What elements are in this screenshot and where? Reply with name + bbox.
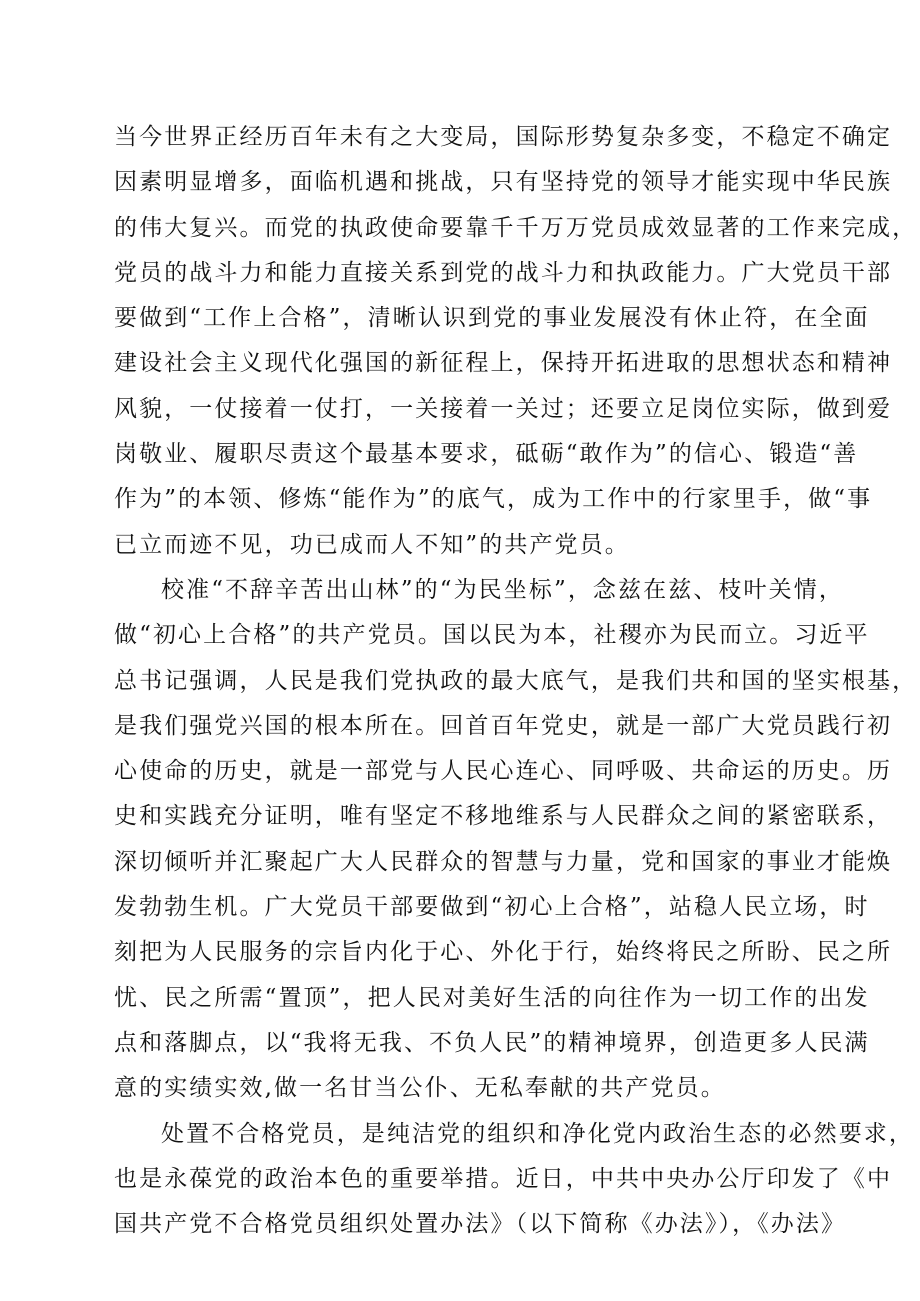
text-line: 的伟大复兴。而党的执政使命要靠千千万万党员成效显著的工作来完成， [114,214,918,241]
text-line: 忧、民之所需“置顶”，把人民对美好生活的向往作为一切工作的出发 [114,984,870,1011]
text-line: 因素明显增多，面临机遇和挑战，只有坚持党的领导才能实现中华民族 [114,169,893,196]
text-line: 做“初心上合格”的共产党员。国以民为本，社稷亦为民而立。习近平 [114,622,870,649]
text-line: 心使命的历史，就是一部党与人民心连心、同呼吸、共命运的历史。历 [114,758,893,785]
text-line: 刻把为人民服务的宗旨内化于心、外化于行，始终将民之所盼、民之所 [114,939,893,966]
text-line: 深切倾听并汇聚起广大人民群众的智慧与力量，党和国家的事业才能焕 [114,848,893,875]
paragraph-start-line: 处置不合格党员，是纯洁党的组织和净化党内政治生态的必然要求， [161,1120,914,1147]
text-line: 党员的战斗力和能力直接关系到党的战斗力和执政能力。广大党员干部 [114,259,893,286]
text-line: 作为”的本领、修炼“能作为”的底气，成为工作中的行家里手，做“事 [114,486,873,513]
text-line: 风貌，一仗接着一仗打，一关接着一关过；还要立足岗位实际，做到爱 [114,395,893,422]
paragraph-start-line: 校准“不辞辛苦出山林”的“为民坐标”，念兹在兹、枝叶关情， [161,576,844,603]
text-line: 是我们强党兴国的根本所在。回首百年党史，就是一部广大党员践行初 [114,712,893,739]
text-line: 史和实践充分证明，唯有坚定不移地维系与人民群众之间的紧密联系， [114,803,893,830]
text-line: 点和落脚点，以“我将无我、不负人民”的精神境界，创造更多人民满 [114,1029,870,1056]
body-text [114,115,918,1247]
text-line: 已立而迹不见，功已成而人不知”的共产党员。 [114,531,630,558]
text-line: 当今世界正经历百年未有之大变局，国际形势复杂多变，不稳定不确定 [114,124,893,150]
text-line: 也是永葆党的政治本色的重要举措。近日，中共中央办公厅印发了《中 [114,1165,893,1192]
text-line: 建设社会主义现代化强国的新征程上，保持开拓进取的思想状态和精神 [114,350,893,377]
text-line: 要做到“工作上合格”，清晰认识到党的事业发展没有休止符，在全面 [114,305,870,332]
text-line: 发勃勃生机。广大党员干部要做到“初心上合格”，站稳人民立场，时 [114,894,870,921]
text-line: 国共产党不合格党员组织处置办法》（以下简称《办法》），《办法》 [114,1211,847,1238]
text-line: 意的实绩实效,做一名甘当公仆、无私奉献的共产党员。 [114,1075,726,1102]
text-line: 岗敬业、履职尽责这个最基本要求，砥砺“敢作为”的信心、锻造“善 [114,441,859,468]
text-line: 总书记强调，人民是我们党执政的最大底气，是我们共和国的坚实根基， [114,667,918,694]
